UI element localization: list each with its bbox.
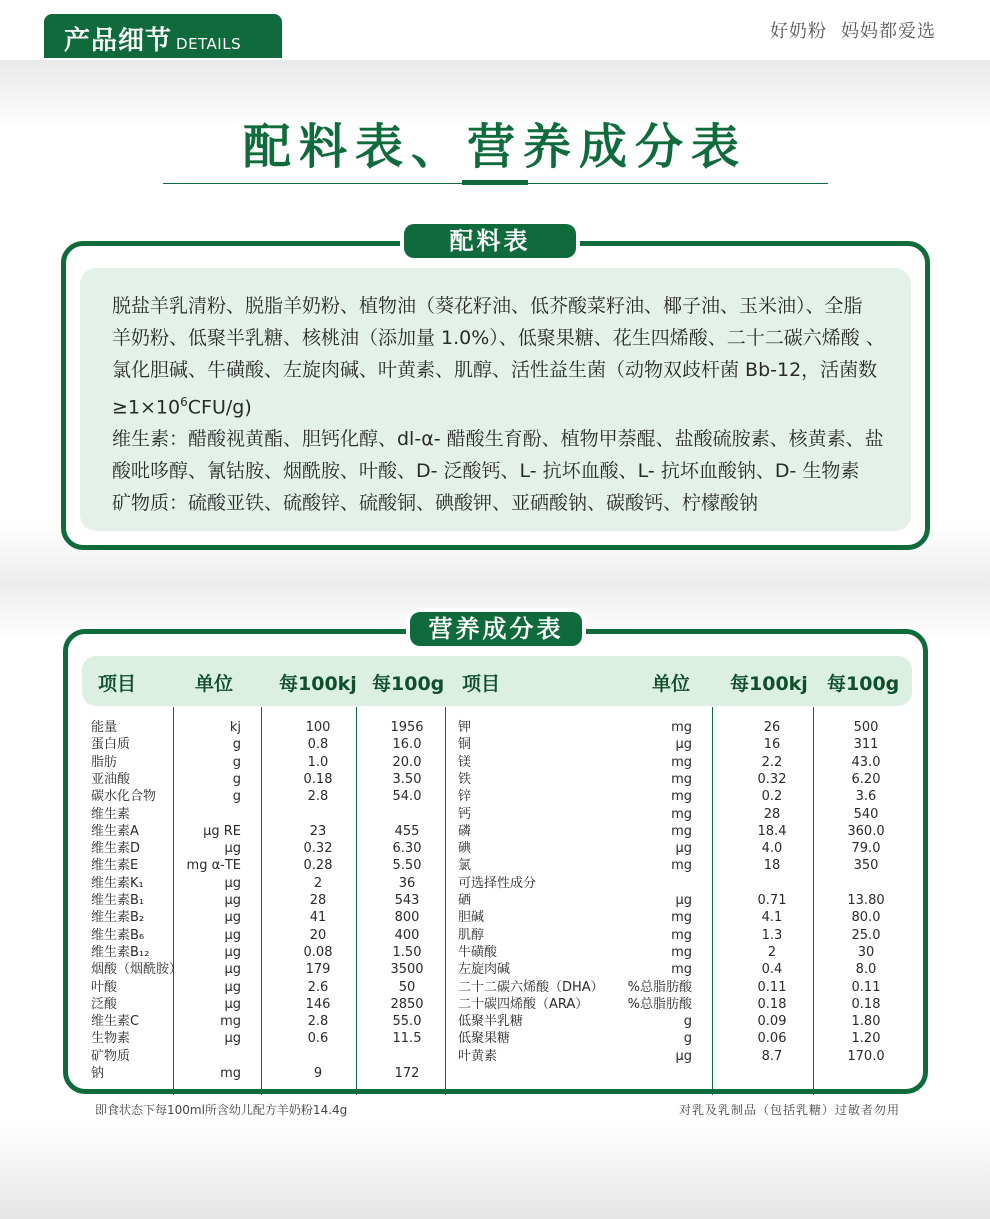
value-per-100g: 20.0 — [392, 754, 422, 770]
value-per-100g: 13.80 — [847, 893, 885, 908]
nutrient-name: 铜 — [458, 737, 472, 753]
nutrient-name: 生物素 — [91, 1031, 131, 1047]
nutrient-name: 牛磺酸 — [458, 944, 498, 960]
footnote-serving: 即食状态下每100ml所含幼儿配方羊奶粉14.4g — [95, 1103, 348, 1117]
nutrient-unit: μg — [224, 875, 241, 891]
nutrient-unit: μg — [224, 841, 241, 857]
nutrient-unit: mg — [671, 806, 692, 822]
value-per-100g: 5.50 — [392, 858, 422, 874]
value-per-100g: 2850 — [390, 996, 424, 1012]
nutrient-name: 泛酸 — [91, 996, 118, 1012]
table-row — [68, 927, 923, 944]
table-row — [68, 840, 923, 857]
nutrient-name: 胆碱 — [458, 910, 485, 926]
value-per-100g: 455 — [394, 823, 420, 839]
table-row — [68, 771, 923, 788]
value-per-100g: 540 — [853, 806, 879, 822]
nutrient-name: 二十碳四烯酸（ARA） — [458, 996, 589, 1012]
value-per-100kj: 0.8 — [307, 737, 329, 753]
value-per-100kj: 2 — [767, 944, 777, 960]
table-row — [68, 754, 923, 771]
value-per-100g: 43.0 — [851, 754, 881, 770]
value-per-100g: 311 — [853, 737, 879, 753]
nutrient-unit: μg — [224, 979, 241, 995]
nutrient-unit: g — [232, 754, 241, 770]
table-row — [68, 875, 923, 892]
table-row — [68, 961, 923, 978]
footnote-allergy: 对乳及乳制品（包括乳糖）过敏者勿用 — [678, 1103, 900, 1117]
table-row — [68, 1030, 923, 1047]
nutrient-name: 叶黄素 — [458, 1048, 498, 1064]
nutrient-unit: g — [683, 1014, 692, 1030]
nutrient-name: 亚油酸 — [91, 771, 131, 787]
table-row — [68, 909, 923, 926]
value-per-100kj: 179 — [305, 962, 331, 978]
value-per-100g: 500 — [853, 720, 879, 735]
value-per-100g: 16.0 — [392, 737, 422, 753]
ingredients-text-box — [80, 268, 911, 531]
nutrient-name: 维生素E — [91, 858, 139, 874]
nutrient-name: 低聚果糖 — [458, 1031, 511, 1047]
nutrient-unit: mg — [671, 962, 692, 978]
nutrient-unit: μg — [224, 927, 241, 943]
nutrient-name: 蛋白质 — [91, 737, 131, 753]
nutrition-panel — [63, 629, 928, 1094]
page-title: 配料表、营养成分表 — [242, 119, 747, 175]
nutrient-name: 钙 — [458, 806, 472, 822]
value-per-100g: 170.0 — [847, 1048, 885, 1064]
header-per100kj-right: 每100kj — [730, 673, 808, 695]
value-per-100g: 55.0 — [392, 1014, 422, 1030]
nutrient-unit: μg — [675, 841, 692, 857]
nutrient-unit: μg — [224, 962, 241, 978]
nutrient-name: 叶酸 — [91, 979, 118, 995]
probiotic-count-unit: CFU/g) — [187, 396, 252, 419]
nutrient-name: 碘 — [458, 841, 472, 857]
ingredients-line-2: 羊奶粉、低聚半乳糖、核桃油（添加量 1.0%）、低聚果糖、花生四烯酸、二十二碳六烯酸 、 — [112, 327, 885, 349]
nutrition-badge: 营养成分表 — [410, 612, 582, 646]
nutrient-unit: μg — [224, 996, 241, 1012]
value-per-100g: 25.0 — [851, 927, 881, 943]
table-row — [68, 823, 923, 840]
slogan-part-1: 好奶粉 — [770, 21, 827, 42]
value-per-100kj: 28 — [309, 893, 327, 908]
nutrient-name: 可选择性成分 — [458, 875, 537, 891]
nutrient-name: 低聚半乳糖 — [458, 1014, 524, 1030]
value-per-100kj: 1.3 — [761, 927, 783, 943]
value-per-100kj: 0.32 — [303, 841, 333, 857]
value-per-100kj: 0.11 — [757, 979, 787, 995]
nutrient-name: 维生素A — [91, 823, 139, 839]
nutrient-unit: mg — [671, 944, 692, 960]
table-row — [68, 1013, 923, 1030]
value-per-100g: 3.6 — [855, 789, 877, 805]
nutrient-name: 脂肪 — [91, 754, 118, 770]
header-unit-right: 单位 — [652, 673, 691, 695]
value-per-100kj: 1.0 — [307, 754, 329, 770]
nutrient-name: 氯 — [458, 858, 472, 874]
table-row — [68, 979, 923, 996]
ingredients-line-4 — [112, 386, 879, 423]
value-per-100kj: 0.09 — [757, 1014, 787, 1030]
value-per-100kj: 0.18 — [757, 996, 787, 1012]
nutrient-name: 维生素 — [91, 806, 131, 822]
value-per-100kj: 16 — [763, 737, 781, 753]
value-per-100kj: 2 — [313, 875, 323, 891]
nutrient-name: 维生素B₂ — [91, 910, 145, 926]
value-per-100kj: 0.6 — [307, 1031, 329, 1047]
value-per-100kj: 2.2 — [761, 754, 783, 770]
ingredients-line-3: 氯化胆碱、牛磺酸、左旋肉碱、叶黄素、肌醇、活性益生菌（动物双歧杆菌 Bb-12，活菌数 — [112, 359, 878, 381]
table-row — [68, 806, 923, 823]
probiotic-count-base: ≥1×10 — [112, 396, 181, 419]
value-per-100g: 1.80 — [851, 1014, 881, 1030]
value-per-100g: 79.0 — [851, 841, 881, 857]
nutrient-unit: g — [232, 771, 241, 787]
header-tab-subtitle: DETAILS — [176, 35, 242, 53]
table-row — [68, 1048, 923, 1065]
nutrient-unit: g — [232, 789, 241, 805]
slogan — [770, 17, 936, 43]
header-unit-left: 单位 — [195, 673, 234, 695]
table-row — [68, 736, 923, 753]
table-row — [68, 719, 923, 736]
value-per-100g: 543 — [394, 893, 420, 908]
value-per-100g: 6.30 — [392, 841, 422, 857]
header-tab — [44, 14, 282, 58]
nutrient-unit: mg — [671, 771, 692, 787]
value-per-100kj: 4.0 — [761, 841, 783, 857]
value-per-100kj: 2.8 — [307, 1014, 329, 1030]
nutrient-unit: mg — [220, 1066, 241, 1081]
value-per-100g: 6.20 — [851, 771, 881, 787]
header-per100g-right: 每100g — [827, 673, 900, 695]
value-per-100kj: 26 — [763, 720, 781, 735]
nutrient-unit: mg α-TE — [186, 858, 241, 874]
ingredients-line-1: 脱盐羊乳清粉、脱脂羊奶粉、植物油（葵花籽油、低芥酸菜籽油、椰子油、玉米油）、全脂 — [112, 295, 863, 317]
nutrition-header — [82, 656, 912, 706]
table-row — [68, 996, 923, 1013]
nutrient-name: 硒 — [458, 893, 472, 908]
value-per-100kj: 0.32 — [757, 771, 787, 787]
value-per-100g: 1.20 — [851, 1031, 881, 1047]
nutrient-name: 维生素D — [91, 841, 141, 857]
value-per-100kj: 9 — [313, 1066, 323, 1081]
nutrient-unit: mg — [671, 910, 692, 926]
value-per-100g: 50 — [398, 979, 416, 995]
header-tab-title: 产品细节 — [64, 26, 173, 56]
header-item-left: 项目 — [98, 673, 137, 695]
nutrient-name: 左旋肉碱 — [458, 962, 511, 978]
value-per-100g: 80.0 — [851, 910, 881, 926]
value-per-100g: 172 — [394, 1066, 420, 1081]
ingredients-line-7: 矿物质：硫酸亚铁、硫酸锌、硫酸铜、碘酸钾、亚硒酸钠、碳酸钙、柠檬酸钠 — [112, 492, 759, 515]
nutrient-name: 维生素B₁ — [91, 893, 145, 908]
nutrient-name: 磷 — [458, 823, 472, 839]
value-per-100kj: 0.71 — [757, 893, 787, 908]
nutrient-unit: mg — [671, 720, 692, 735]
nutrient-name: 钠 — [91, 1066, 105, 1081]
value-per-100kj: 0.18 — [303, 771, 333, 787]
nutrient-name: 碳水化合物 — [91, 789, 157, 805]
header-per100kj-left: 每100kj — [279, 673, 357, 695]
nutrient-unit: μg RE — [203, 823, 241, 839]
nutrient-unit: μg — [675, 1048, 692, 1064]
value-per-100g: 1956 — [390, 720, 424, 735]
header-item-right: 项目 — [462, 673, 501, 695]
value-per-100g: 400 — [394, 927, 420, 943]
value-per-100kj: 0.28 — [303, 858, 333, 874]
nutrient-name: 肌醇 — [458, 927, 485, 943]
nutrient-name: 铁 — [458, 771, 472, 787]
value-per-100kj: 23 — [309, 823, 327, 839]
ingredients-badge: 配料表 — [404, 224, 576, 258]
value-per-100kj: 2.8 — [307, 789, 329, 805]
value-per-100g: 30 — [857, 944, 875, 960]
nutrient-name: 矿物质 — [91, 1048, 131, 1064]
slogan-part-2: 妈妈都爱选 — [841, 21, 936, 42]
nutrient-unit: μg — [224, 944, 241, 960]
value-per-100kj: 0.08 — [303, 944, 333, 960]
nutrient-unit: μg — [224, 893, 241, 908]
nutrient-unit: kj — [229, 720, 241, 735]
nutrient-unit: %总脂肪酸 — [627, 996, 692, 1012]
nutrient-unit: %总脂肪酸 — [627, 979, 692, 995]
value-per-100g: 0.11 — [851, 979, 881, 995]
nutrient-name: 二十二碳六烯酸（DHA） — [458, 979, 604, 995]
value-per-100g: 3500 — [390, 962, 424, 978]
nutrient-unit: g — [232, 737, 241, 753]
table-row — [68, 857, 923, 874]
ingredients-line-6: 酸吡哆醇、氰钴胺、烟酰胺、叶酸、D- 泛酸钙、L- 抗坏血酸、L- 抗坏血酸钠、D- 生物素 — [112, 460, 860, 483]
value-per-100g: 1.50 — [392, 944, 422, 960]
nutrient-name: 镁 — [458, 754, 472, 770]
value-per-100g: 8.0 — [855, 962, 877, 978]
value-per-100kj: 2.6 — [307, 979, 329, 995]
nutrient-name: 能量 — [91, 720, 118, 735]
table-row — [68, 1065, 923, 1082]
value-per-100g: 3.50 — [392, 771, 422, 787]
value-per-100kj: 100 — [305, 720, 331, 735]
nutrient-unit: mg — [671, 927, 692, 943]
nutrient-unit: mg — [671, 858, 692, 874]
value-per-100kj: 28 — [763, 806, 781, 822]
table-row — [68, 788, 923, 805]
nutrient-name: 锌 — [458, 789, 472, 805]
value-per-100g: 350 — [853, 858, 879, 874]
value-per-100g: 11.5 — [392, 1031, 422, 1047]
value-per-100kj: 146 — [305, 996, 331, 1012]
value-per-100g: 36 — [398, 875, 416, 891]
nutrient-unit: μg — [675, 893, 692, 908]
nutrient-unit: μg — [675, 737, 692, 753]
nutrient-unit: mg — [671, 823, 692, 839]
value-per-100kj: 0.2 — [761, 789, 783, 805]
value-per-100kj: 4.1 — [761, 910, 783, 926]
ingredients-line-5: 维生素：醋酸视黄酯、胆钙化醇、dl-α- 醋酸生育酚、植物甲萘醌、盐酸硫胺素、核黄素、盐 — [112, 428, 884, 451]
value-per-100g: 360.0 — [847, 823, 885, 839]
value-per-100g: 800 — [394, 910, 420, 926]
probiotic-count-exponent: 6 — [180, 395, 188, 409]
nutrient-unit: mg — [671, 754, 692, 770]
value-per-100g: 0.18 — [851, 996, 881, 1012]
value-per-100kj: 0.4 — [761, 962, 783, 978]
value-per-100kj: 18.4 — [757, 823, 787, 839]
ingredients-panel — [61, 241, 930, 550]
value-per-100kj: 18 — [763, 858, 781, 874]
value-per-100kj: 8.7 — [761, 1048, 783, 1064]
value-per-100kj: 0.06 — [757, 1031, 787, 1047]
value-per-100kj: 20 — [309, 927, 327, 943]
nutrient-name: 烟酸（烟酰胺） — [91, 962, 183, 978]
nutrient-unit: μg — [224, 1031, 241, 1047]
nutrient-unit: g — [683, 1031, 692, 1047]
nutrient-unit: mg — [671, 789, 692, 805]
nutrient-name: 钾 — [458, 720, 472, 735]
title-divider-mark — [462, 180, 528, 185]
table-row — [68, 944, 923, 961]
nutrient-name: 维生素B₆ — [91, 927, 145, 943]
nutrient-unit: μg — [224, 910, 241, 926]
nutrient-name: 维生素B₁₂ — [91, 944, 150, 960]
header-per100g-left: 每100g — [372, 673, 445, 695]
value-per-100g: 54.0 — [392, 789, 422, 805]
nutrient-unit: mg — [220, 1014, 241, 1030]
nutrient-name: 维生素K₁ — [91, 875, 144, 891]
table-row — [68, 892, 923, 909]
nutrient-name: 维生素C — [91, 1014, 140, 1030]
value-per-100kj: 41 — [309, 910, 327, 926]
